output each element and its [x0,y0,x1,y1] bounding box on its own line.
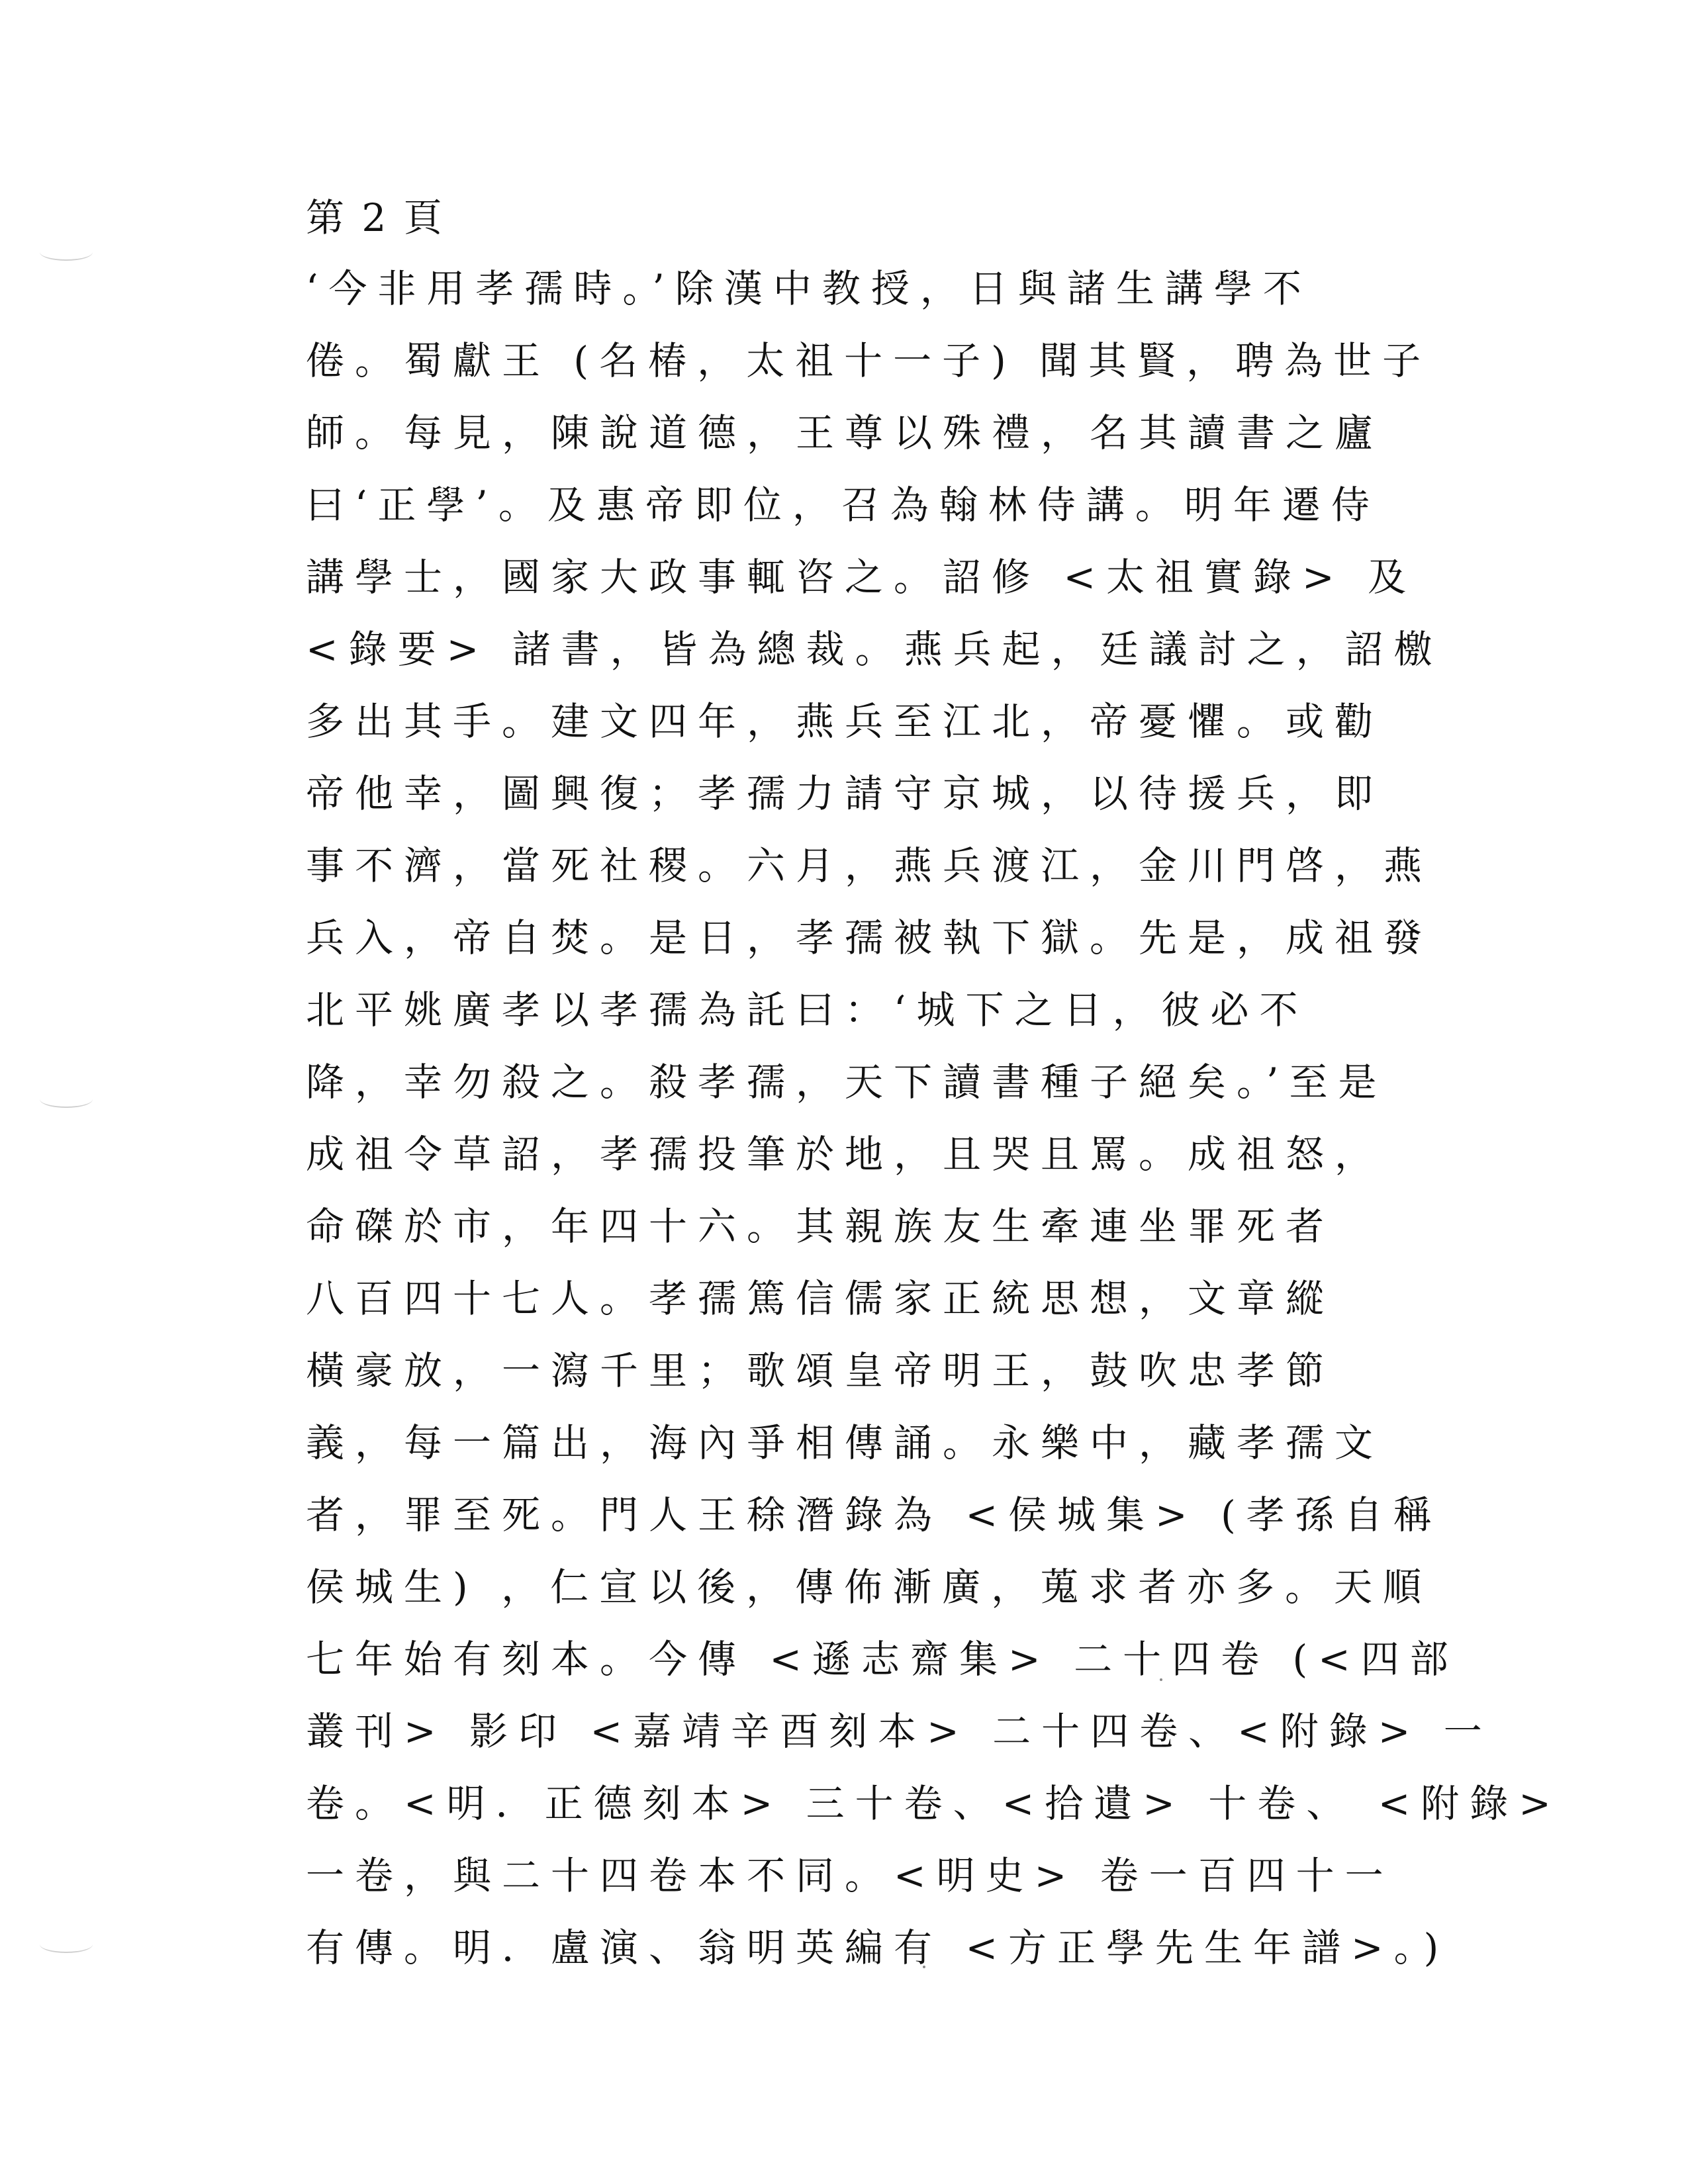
text-line: <錄要> 諸書，皆為總裁。燕兵起，廷議討之，詔檄 [306,627,1443,672]
text-line: 帝他幸，圖興復；孝孺力請守京城，以待援兵，即 [306,771,1384,816]
text-line: 曰‘正學’。及惠帝即位，召為翰林侍講。明年遷侍 [306,482,1380,527]
page-number: 第 2 頁 [306,195,445,240]
text-line: 八百四十七人。孝孺篤信儒家正統思想，文章縱 [306,1276,1335,1321]
text-line: ‘今非用孝孺時。’除漢中教授，日與諸生講學不 [306,266,1312,311]
punch-hole-mark [40,244,93,261]
text-line: 倦。蜀獻王 (名椿，太祖十一子) 聞其賢，聘為世子 [306,338,1432,383]
text-line: 七年始有刻本。今傳 <遜志齋集> 二十四卷 (<四部 [306,1637,1459,1682]
text-line: 卷。<明．正德刻本> 三十卷、<拾遺> 十卷、 <附錄> [306,1781,1562,1826]
text-line: 侯城生) ，仁宣以後，傳佈漸廣，蒐求者亦多。天順 [306,1565,1432,1610]
text-line: 義，每一篇出，海內爭相傳誦。永樂中，藏孝孺文 [306,1420,1384,1465]
text-line: 北平姚廣孝以孝孺為託曰：‘城下之日，彼必不 [306,987,1309,1032]
text-line: 有傳。明．盧演、翁明英編有 <方正學先生年譜>。) [306,1925,1450,1970]
text-line: 成祖令草詔，孝孺投筆於地，且哭且罵。成祖怒， [306,1132,1384,1177]
text-line: 橫豪放，一瀉千里；歌頌皇帝明王，鼓吹忠孝節 [306,1348,1335,1393]
punch-hole-mark [40,1091,93,1108]
text-line: 者，罪至死。門人王稌潛錄為 <侯城集> (孝孫自稱 [306,1492,1442,1537]
text-line: 降，幸勿殺之。殺孝孺，天下讀書種子絕矣。’至是 [306,1060,1387,1105]
text-line: 一卷，與二十四卷本不同。<明史> 卷一百四十一 [306,1853,1394,1898]
text-line: 事不濟，當死社稷。六月，燕兵渡江，金川門啓，燕 [306,843,1433,888]
text-line: 講學士，國家大政事輒咨之。詔修 <太祖實錄> 及 [306,555,1417,600]
text-line: 命磔於市，年四十六。其親族友生牽連坐罪死者 [306,1204,1335,1249]
text-line: 兵入，帝自焚。是日，孝孺被執下獄。先是，成祖發 [306,915,1433,960]
punch-hole-mark [40,1936,93,1953]
text-line: 叢刊> 影印 <嘉靖辛酉刻本> 二十四卷、<附錄> 一 [306,1709,1493,1754]
body-text [306,253,1562,1984]
text-line: 多出其手。建文四年，燕兵至江北，帝憂懼。或勸 [306,699,1384,744]
text-line: 師。每見，陳說道德，王尊以殊禮，名其讀書之廬 [306,410,1384,455]
